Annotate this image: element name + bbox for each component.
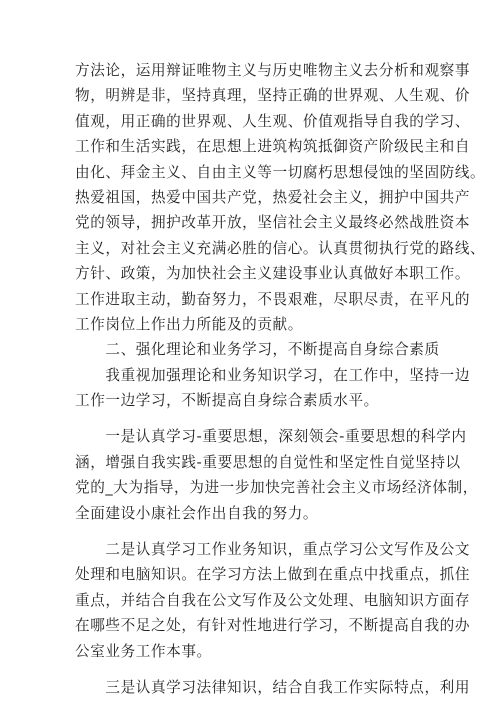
text-line: 全面建设小康社会作出自我的努力。 — [75, 504, 319, 522]
paragraph-gap — [75, 664, 430, 675]
text-line: 我重视加强理论和业务知识学习，在工作中，坚持一边 — [75, 366, 471, 384]
document-body — [75, 58, 486, 700]
text-line: 工作和生活实践，在思想上进筑构筑抵御资产阶级民主和自 — [75, 138, 471, 156]
text-line: 处理和电脑知识。在学习方法上做到在重点中找重点，抓住 — [75, 566, 471, 584]
text-line: 二是认真学习工作业务知识，重点学习公文写作及公文 — [75, 541, 471, 559]
text-line: 工作一边学习，不断提高自身综合素质水平。 — [75, 392, 379, 410]
text-line: 主义，对社会主义充满必胜的信心。认真贯彻执行党的路线、 — [75, 239, 486, 257]
text-line: 重点，并结合自我在公文写作及公文处理、电脑知识方面存 — [75, 591, 471, 609]
text-line: 公室业务工作本事。 — [75, 642, 212, 660]
section-heading: 二、强化理论和业务学习，不断提高自身综合素质 — [75, 341, 440, 359]
paragraph-gap — [75, 413, 430, 424]
text-line: 三是认真学习法律知识，结合自我工作实际特点，利用 — [75, 678, 471, 696]
text-line: 值观，用正确的世界观、人生观、价值观指导自我的学习、 — [75, 112, 471, 130]
paragraph-gap — [75, 526, 430, 537]
text-line: 方法论，运用辩证唯物主义与历史唯物主义去分析和观察事 — [75, 62, 471, 79]
text-line: 工作岗位上作出力所能及的贡献。 — [75, 315, 303, 333]
text-line: 由化、拜金主义、自由主义等一切腐朽思想侵蚀的坚固防线。 — [75, 163, 486, 181]
text-line: 一是认真学习-重要思想，深刻领会-重要思想的科学内 — [75, 428, 467, 446]
text-line: 热爱祖国，热爱中国共产党，热爱社会主义，拥护中国共产 — [75, 188, 471, 206]
text-line: 涵，增强自我实践-重要思想的自觉性和坚定性自觉坚持以 — [75, 453, 461, 471]
text-line: 物，明辨是非，坚持真理，坚持正确的世界观、人生观、价 — [75, 87, 471, 105]
text-line: 党的_大为指导，为进一步加快完善社会主义市场经济体制， — [75, 479, 478, 497]
text-line: 党的领导，拥护改革开放，坚信社会主义最终必然战胜资本 — [75, 214, 471, 232]
text-line: 方针、政策，为加快社会主义建设事业认真做好本职工作。 — [75, 265, 471, 283]
text-line: 工作进取主动，勤奋努力，不畏艰难，尽职尽责，在平凡的 — [75, 290, 471, 308]
text-line: 在哪些不足之处，有针对性地进行学习，不断提高自我的办 — [75, 617, 471, 635]
